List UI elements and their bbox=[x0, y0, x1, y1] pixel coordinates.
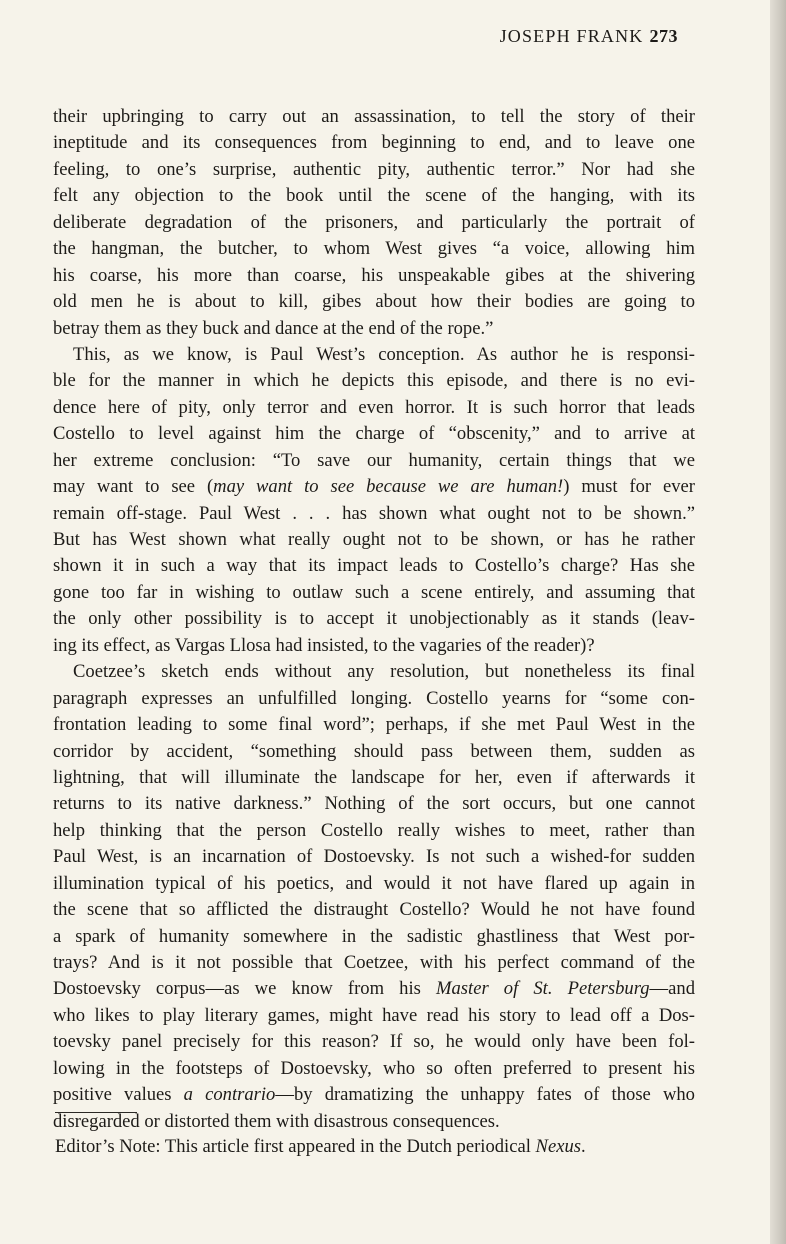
text-line: lightning, that will illuminate the landscape for her, even if afterwards it bbox=[53, 766, 695, 788]
note-end: . bbox=[581, 1136, 586, 1157]
text-line: ble for the manner in which he depicts this episode, and there is no evi- bbox=[53, 370, 695, 392]
italic-phrase: a contrario bbox=[183, 1084, 276, 1106]
text-line: the only other possibility is to accept it unobjectionably as it stands (leav- bbox=[53, 608, 695, 630]
italic-quote: may want to see because we are human! bbox=[213, 476, 564, 498]
text-line: deliberate degradation of the prisoners, and particularly the portrait of bbox=[53, 211, 695, 233]
text-line: lowing in the footsteps of Dostoevsky, who so often preferred to present his bbox=[53, 1057, 695, 1079]
page-number: 273 bbox=[649, 26, 678, 46]
text-line: feeling, to one’s surprise, authentic pity, authentic terror.” Nor had she bbox=[53, 158, 695, 180]
page-edge-shadow bbox=[770, 0, 786, 1244]
running-head bbox=[500, 26, 678, 47]
text-line: the scene that so afflicted the distraught Costello? Would he not have found bbox=[53, 899, 695, 921]
text-line: felt any objection to the book until the scene of the hanging, with its bbox=[53, 185, 695, 207]
text-line: returns to its native darkness.” Nothing of the sort occurs, but one cannot bbox=[53, 793, 695, 815]
text-line: trays? And is it not possible that Coetzee, with his perfect command of the bbox=[53, 952, 695, 973]
italic-title: Master of St. Petersburg bbox=[436, 978, 650, 1000]
text-line: frontation leading to some final word”; perhaps, if she met Paul West in the bbox=[53, 714, 695, 736]
text-line-with-italic bbox=[53, 976, 695, 1002]
text-line: disregarded or distorted them with disastrous consequences. bbox=[53, 1110, 500, 1132]
text-line: his coarse, his more than coarse, his unspeakable gibes at the shivering bbox=[53, 264, 695, 286]
text-line: Paul West, is an incarnation of Dostoevsky. Is not such a wished-for sudden bbox=[53, 846, 695, 868]
text-line-with-italic bbox=[53, 1082, 695, 1108]
editors-note bbox=[55, 1134, 695, 1160]
line-segment: —by dramatizing the unhappy fates of those who bbox=[275, 1084, 695, 1106]
text-line: corridor by accident, “something should pass between them, sudden as bbox=[53, 740, 695, 762]
line-segment: ) must for ever bbox=[563, 476, 695, 498]
text-line: who likes to play literary games, might have read his story to lead off a Dos- bbox=[53, 1004, 695, 1026]
text-line: dence here of pity, only terror and even horror. It is such horror that leads bbox=[53, 396, 695, 418]
text-line: remain off-stage. Paul West . . . has shown what ought not to be shown.” bbox=[53, 502, 695, 524]
text-line: a spark of humanity somewhere in the sadistic ghastliness that West por- bbox=[53, 925, 695, 947]
line-segment: —and bbox=[649, 978, 695, 1000]
line-segment: Dostoevsky corpus—as we know from his bbox=[53, 978, 436, 1000]
text-line: betray them as they buck and dance at the end of the rope.” bbox=[53, 317, 494, 339]
footnote-rule bbox=[55, 1112, 137, 1113]
text-line: gone too far in wishing to outlaw such a scene entirely, and assuming that bbox=[53, 581, 695, 603]
text-line: help thinking that the person Costello really wishes to meet, rather than bbox=[53, 819, 695, 841]
running-head-author: JOSEPH FRANK bbox=[499, 26, 644, 46]
text-line: illumination typical of his poetics, and would it not have flared up again in bbox=[53, 872, 695, 894]
paragraph-start-line: Coetzee’s sketch ends without any resolution, but nonetheless its final bbox=[73, 661, 695, 683]
text-line: But has West shown what really ought not to be shown, or has he rather bbox=[53, 529, 695, 550]
text-line: paragraph expresses an unfulfilled longing. Costello yearns for “some con- bbox=[53, 687, 695, 709]
text-line: toevsky panel precisely for this reason? If so, he would only have been fol- bbox=[53, 1031, 695, 1053]
line-segment: may want to see ( bbox=[53, 476, 214, 498]
text-line: shown it in such a way that its impact leads to Costello’s charge? Has she bbox=[53, 555, 695, 577]
text-line: Costello to level against him the charge of “obscenity,” and to arrive at bbox=[53, 423, 695, 445]
text-line: their upbringing to carry out an assassination, to tell the story of their bbox=[53, 106, 695, 127]
line-segment: positive values bbox=[53, 1084, 184, 1106]
text-line-with-italic bbox=[53, 474, 695, 500]
note-periodical: Nexus bbox=[535, 1136, 581, 1157]
paragraph-start-line: This, as we know, is Paul West’s conception. As author he is responsi- bbox=[73, 343, 695, 365]
body-text bbox=[53, 104, 695, 1135]
text-line: old men he is about to kill, gibes about how their bodies are going to bbox=[53, 291, 695, 313]
text-line: ineptitude and its consequences from beginning to end, and to leave one bbox=[53, 132, 695, 154]
text-line: ing its effect, as Vargas Llosa had insisted, to the vagaries of the reader)? bbox=[53, 634, 595, 656]
text-line: her extreme conclusion: “To save our humanity, certain things that we bbox=[53, 449, 695, 471]
note-text: Editor’s Note: This article first appeared in the Dutch periodical bbox=[55, 1136, 536, 1157]
text-line: the hangman, the butcher, to whom West gives “a voice, allowing him bbox=[53, 238, 695, 260]
